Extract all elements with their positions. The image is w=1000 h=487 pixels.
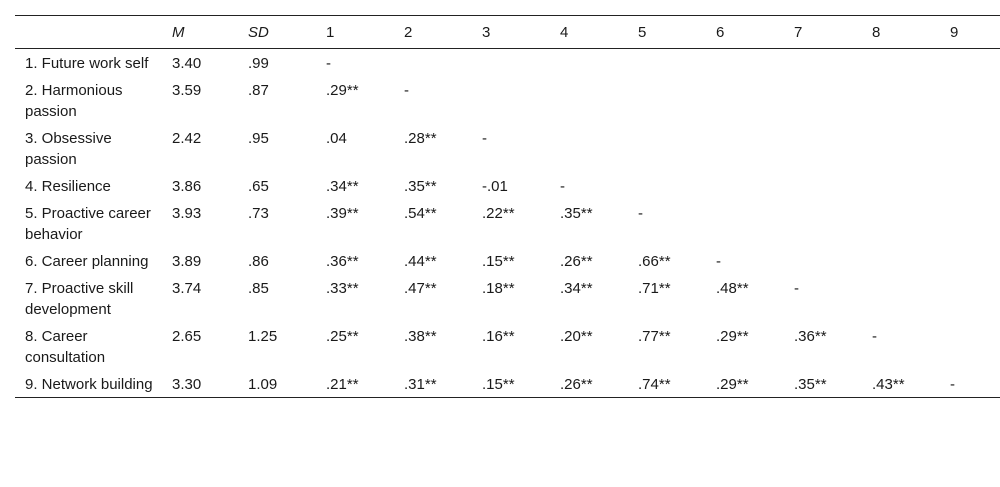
row-label: 1. Future work self [25,55,149,72]
corr-cell-1: - [326,55,331,72]
corr-cell-1: .33** [326,280,359,297]
row-label: 4. Resilience [25,178,111,195]
sd-cell: .86 [248,253,269,270]
corr-cell-7 [784,124,862,172]
row-label: 5. Proactive career behavior [25,205,151,243]
row-label: 7. Proactive skill development [25,280,134,318]
table-row [15,49,1000,77]
corr-cell-1: .25** [326,328,359,345]
mean-cell: 2.65 [172,328,202,345]
corr-cell-7 [784,247,862,274]
correlation-table [15,15,1000,398]
corr-cell-6: .29** [716,328,749,345]
sd-cell: .73 [248,205,269,222]
header-cell-variable [15,16,162,49]
corr-cell-9 [940,199,1000,247]
corr-cell-5 [628,76,706,124]
mean-cell: 3.74 [172,280,202,297]
header-cell-8: 8 [872,23,881,41]
sd-cell: .99 [248,55,269,72]
corr-cell-7 [784,172,862,199]
corr-cell-2: .31** [404,376,437,393]
corr-cell-7 [784,199,862,247]
corr-cell-5 [628,124,706,172]
corr-cell-2: .28** [404,130,437,147]
corr-cell-6 [706,172,784,199]
corr-cell-9 [940,247,1000,274]
corr-cell-7: .36** [794,328,827,345]
corr-cell-6: .29** [716,376,749,393]
mean-cell: 3.86 [172,178,202,195]
corr-cell-4: - [560,178,565,195]
table-row [15,322,1000,370]
header-cell-sd: SD [248,23,269,41]
corr-cell-1: .36** [326,253,359,270]
row-label: 3. Obsessive passion [25,130,112,168]
table-row [15,76,1000,124]
corr-cell-1: .39** [326,205,359,222]
table-header [15,16,1000,49]
corr-cell-2: .35** [404,178,437,195]
sd-cell: .85 [248,280,269,297]
corr-cell-4 [550,124,628,172]
header-cell-4: 4 [560,23,569,41]
table-row [15,274,1000,322]
corr-cell-6 [706,199,784,247]
table-row [15,124,1000,172]
corr-cell-6 [706,76,784,124]
header-cell-3: 3 [482,23,491,41]
header-cell-2: 2 [404,23,413,41]
corr-cell-3: -.01 [482,178,508,195]
header-cell-6: 6 [716,23,725,41]
corr-cell-2: .44** [404,253,437,270]
table-row [15,370,1000,398]
corr-cell-7 [784,76,862,124]
corr-cell-5: - [638,205,643,222]
corr-cell-8 [862,172,940,199]
table-row [15,247,1000,274]
corr-cell-5: .71** [638,280,671,297]
row-label: 8. Career consultation [25,328,106,366]
corr-cell-2: - [404,82,409,99]
header-cell-1: 1 [326,23,335,41]
corr-cell-9 [940,49,1000,77]
row-label: 6. Career planning [25,253,149,270]
corr-cell-2: .38** [404,328,437,345]
corr-cell-9 [940,172,1000,199]
corr-cell-3: .15** [482,253,515,270]
corr-cell-9 [940,274,1000,322]
corr-cell-8 [862,124,940,172]
corr-cell-5 [628,172,706,199]
mean-cell: 3.89 [172,253,202,270]
corr-cell-9 [940,124,1000,172]
mean-cell: 3.40 [172,55,202,72]
corr-cell-4 [550,76,628,124]
corr-cell-4: .26** [560,253,593,270]
corr-cell-5 [628,49,706,77]
sd-cell: .87 [248,82,269,99]
corr-cell-1: .21** [326,376,359,393]
corr-cell-5: .66** [638,253,671,270]
row-label: 9. Network building [25,376,153,393]
header-row [15,16,1000,49]
corr-cell-4: .20** [560,328,593,345]
corr-cell-9: - [950,376,955,393]
table-row [15,199,1000,247]
corr-cell-1: .34** [326,178,359,195]
corr-cell-5: .77** [638,328,671,345]
corr-cell-2 [394,49,472,77]
corr-cell-8 [862,274,940,322]
corr-cell-3: .22** [482,205,515,222]
corr-cell-6 [706,124,784,172]
corr-cell-8 [862,76,940,124]
corr-cell-1: .04 [326,130,347,147]
corr-cell-3 [472,49,550,77]
corr-cell-3: .15** [482,376,515,393]
corr-cell-2: .54** [404,205,437,222]
corr-cell-4: .35** [560,205,593,222]
corr-cell-7: - [794,280,799,297]
header-cell-5: 5 [638,23,647,41]
mean-cell: 3.30 [172,376,202,393]
sd-cell: .95 [248,130,269,147]
corr-cell-3: - [482,130,487,147]
corr-cell-8 [862,247,940,274]
mean-cell: 2.42 [172,130,202,147]
corr-cell-7: .35** [794,376,827,393]
mean-cell: 3.59 [172,82,202,99]
corr-cell-9 [940,76,1000,124]
corr-cell-6: - [716,253,721,270]
corr-cell-4: .34** [560,280,593,297]
corr-cell-8 [862,199,940,247]
header-cell-7: 7 [794,23,803,41]
corr-cell-9 [940,322,1000,370]
sd-cell: 1.09 [248,376,278,393]
corr-cell-3 [472,76,550,124]
corr-cell-4 [550,49,628,77]
header-cell-mean: M [172,23,185,41]
mean-cell: 3.93 [172,205,202,222]
corr-cell-1: .29** [326,82,359,99]
corr-cell-5: .74** [638,376,671,393]
corr-cell-8 [862,49,940,77]
table-body [15,49,1000,398]
header-cell-9: 9 [950,23,959,41]
corr-cell-6 [706,49,784,77]
corr-cell-3: .18** [482,280,515,297]
table-row [15,172,1000,199]
corr-cell-4: .26** [560,376,593,393]
correlation-table-container [15,15,985,398]
corr-cell-8: - [872,328,877,345]
corr-cell-8: .43** [872,376,905,393]
sd-cell: .65 [248,178,269,195]
corr-cell-6: .48** [716,280,749,297]
corr-cell-2: .47** [404,280,437,297]
sd-cell: 1.25 [248,328,278,345]
corr-cell-3: .16** [482,328,515,345]
corr-cell-7 [784,49,862,77]
row-label: 2. Harmonious passion [25,82,123,120]
